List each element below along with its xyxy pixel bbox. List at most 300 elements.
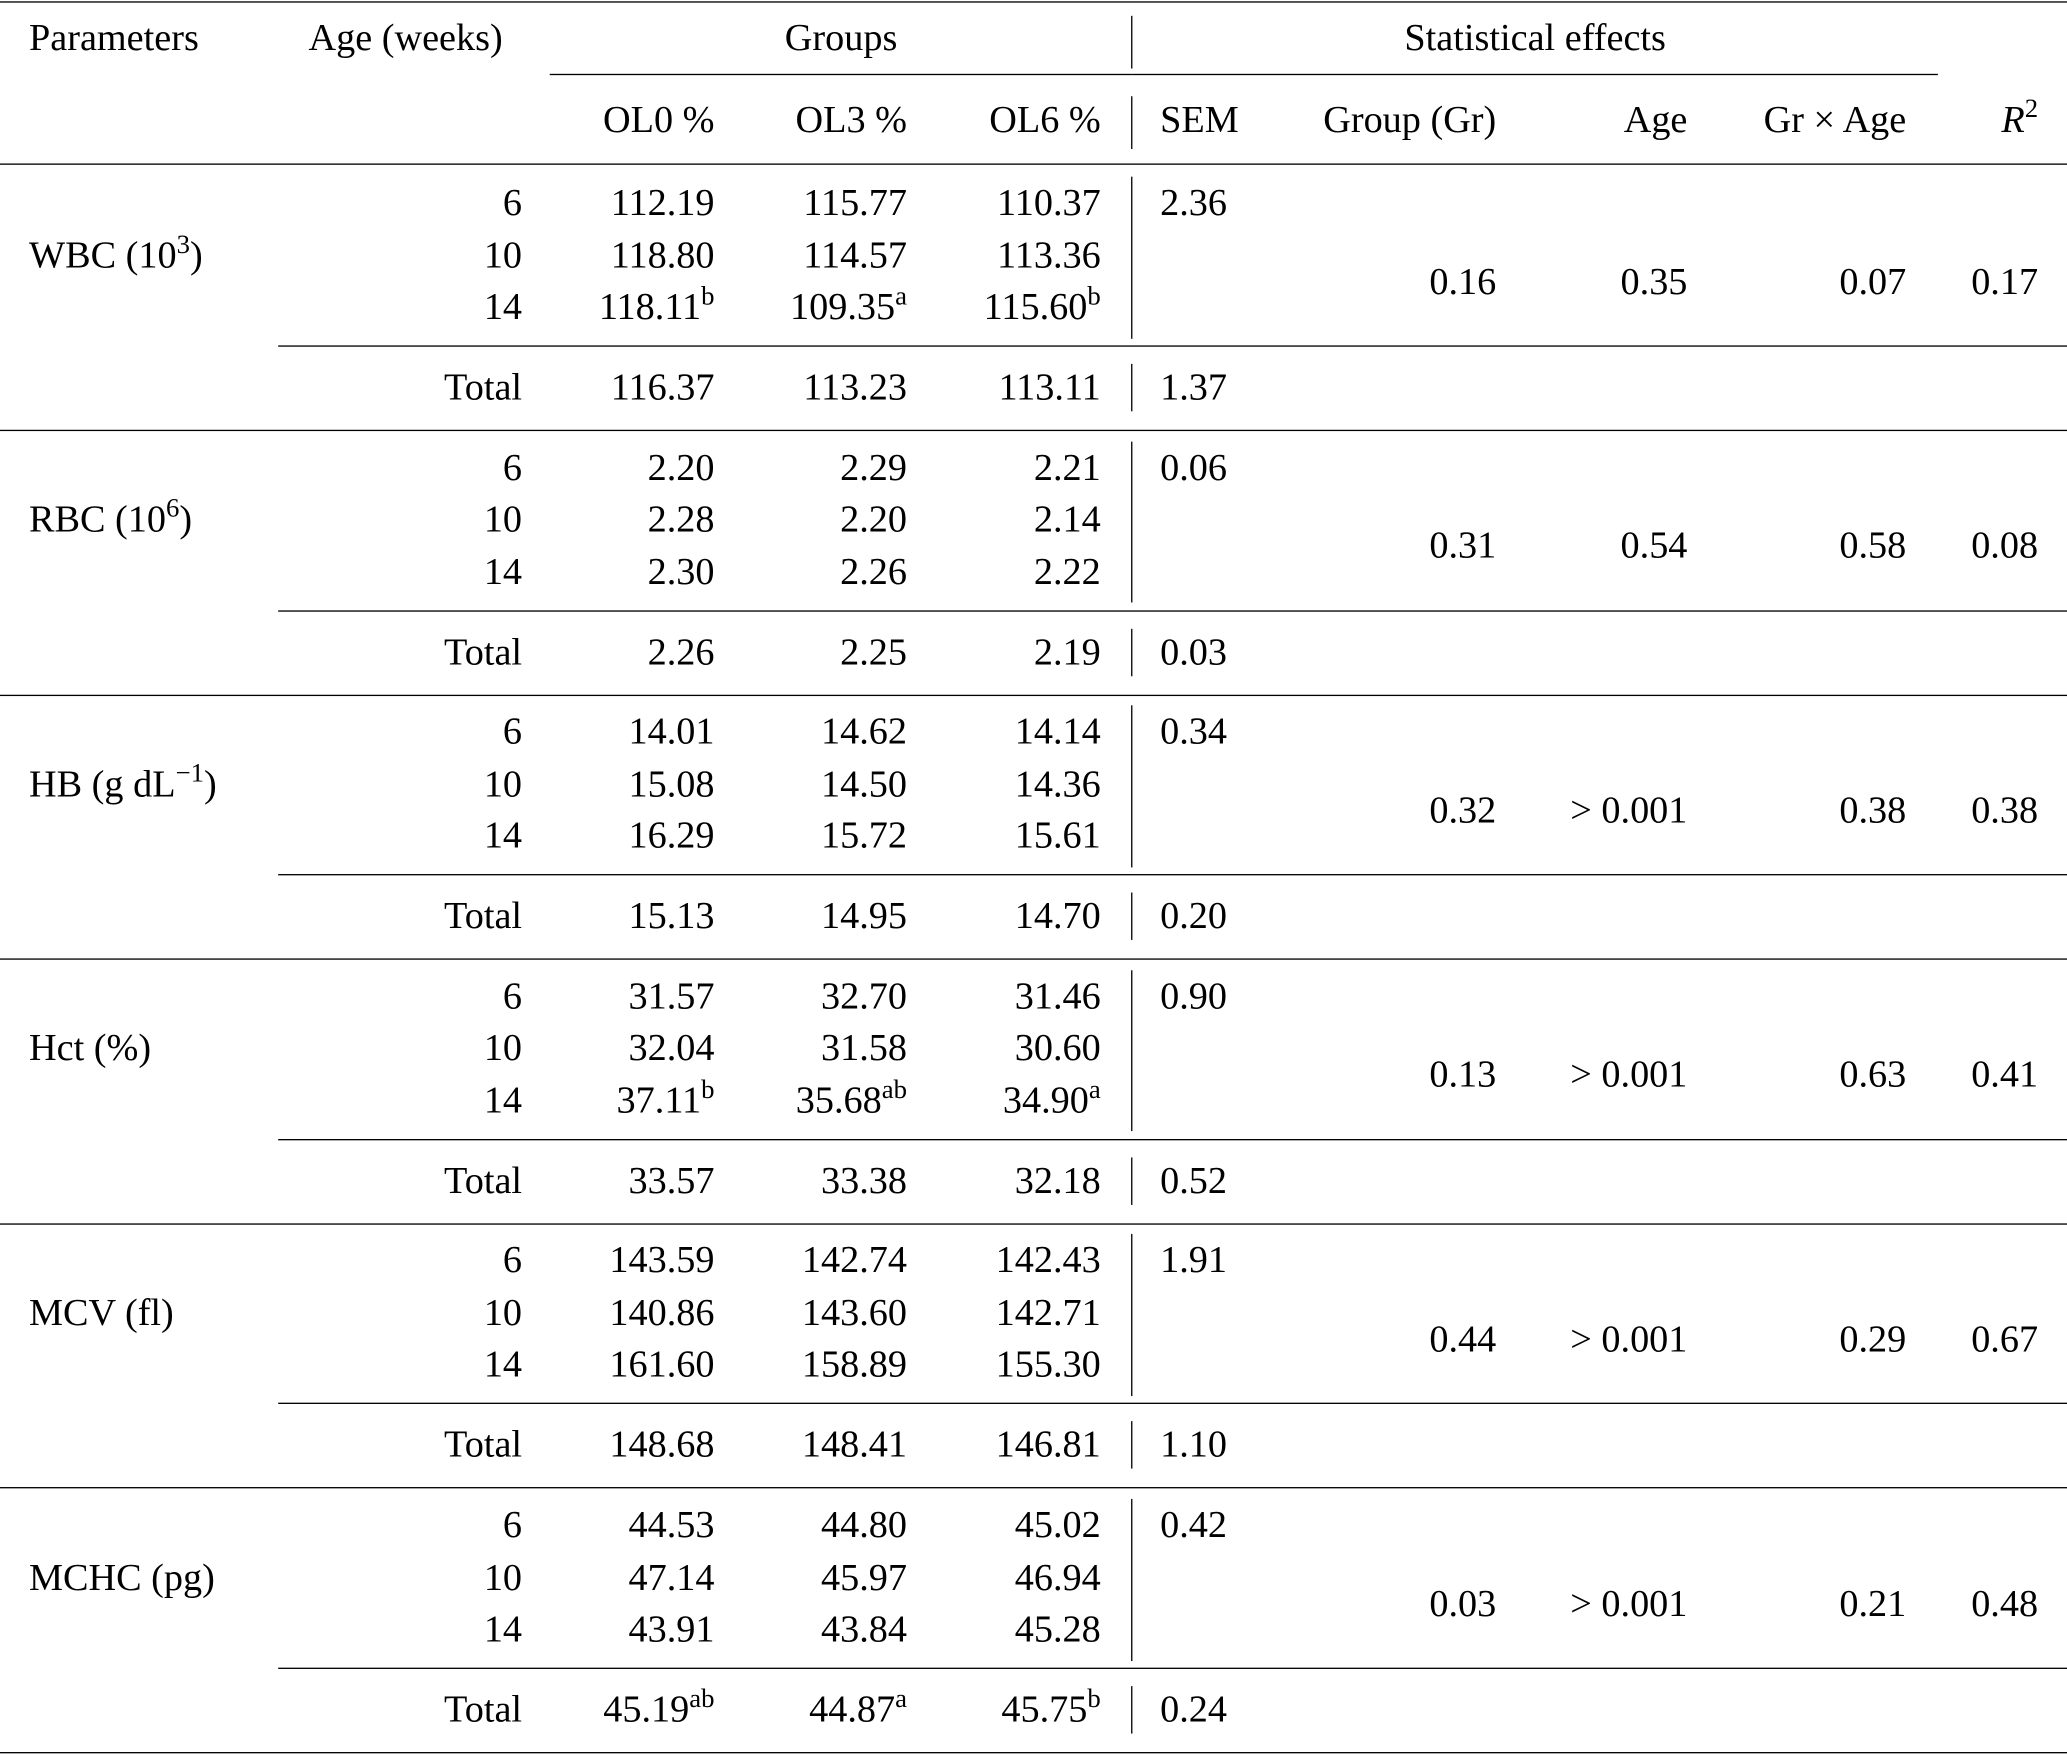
total-separator-rule — [278, 1403, 2067, 1404]
ol3-value-value: 43.84 — [820, 1608, 907, 1651]
total-ol0-value-value: 45.19 — [603, 1688, 690, 1731]
gr-x-age-effect-value — [1709, 524, 1907, 567]
age-effect-value-value: > 0.001 — [1570, 789, 1688, 832]
group-effect-value-value: 0.03 — [1429, 1582, 1497, 1625]
column-divider — [1131, 628, 1132, 675]
age-value-value: 6 — [502, 446, 523, 489]
sem-value-value: 0.42 — [1160, 1504, 1228, 1547]
ol0-value — [530, 1291, 715, 1334]
parameter-unit-close: ) — [204, 762, 217, 806]
age-value-value: 14 — [483, 1608, 523, 1651]
ol6-value-value: 30.60 — [1014, 1027, 1101, 1070]
ol3-value — [722, 710, 907, 753]
total-sem-value — [1160, 895, 1279, 938]
total-label — [345, 1159, 523, 1203]
r-squared-value — [1938, 789, 2039, 832]
column-divider — [1131, 177, 1132, 338]
ol6-value — [916, 814, 1101, 858]
gr-x-age-effect-value — [1709, 1582, 1907, 1625]
parameter-unit-exponent: 6 — [166, 494, 180, 524]
gr-x-age-effect-value-value: 0.29 — [1839, 1318, 1907, 1361]
ol0-value-value: 47.14 — [628, 1556, 715, 1599]
total-label-value: Total — [444, 895, 523, 938]
ol0-value-value: 44.53 — [628, 1504, 715, 1547]
parameter-label — [29, 1027, 152, 1070]
sem-value — [1160, 710, 1279, 753]
age-effect-value — [1516, 789, 1688, 832]
age-value-value: 10 — [483, 233, 523, 277]
total-ol6-value — [916, 366, 1101, 409]
age-effect-value-value: > 0.001 — [1570, 1582, 1688, 1625]
age-value-value: 14 — [483, 1343, 523, 1387]
age-value — [345, 710, 523, 753]
sem-value — [1160, 181, 1279, 225]
ol6-value-value: 2.14 — [1033, 498, 1101, 541]
parameter-unit-exponent: −1 — [175, 758, 205, 788]
age-effect-value-value: 0.35 — [1620, 260, 1688, 303]
gr-x-age-effect-value — [1709, 1053, 1907, 1096]
table-top-rule — [0, 1, 2067, 2]
age-value — [345, 1239, 523, 1282]
ol6-value-value: 110.37 — [997, 181, 1101, 225]
age-effect-value — [1516, 1053, 1688, 1096]
sem-value — [1160, 975, 1279, 1018]
parameter-name: MCV (fl) — [29, 1291, 174, 1334]
ol0-value — [530, 1556, 715, 1599]
r-squared-exponent: 2 — [2024, 94, 2039, 124]
ol0-value-value: 2.30 — [647, 550, 715, 593]
ol0-value — [530, 710, 715, 753]
ol6-value-value: 14.14 — [1014, 710, 1101, 753]
total-ol0-value-value: 116.37 — [610, 366, 715, 409]
ol3-value-value: 14.50 — [820, 762, 907, 806]
total-ol0-value — [530, 366, 715, 409]
block-bottom-rule — [0, 1487, 2067, 1488]
ol0-value — [530, 1027, 715, 1070]
col-header-r-squared — [1938, 94, 2039, 142]
ol0-value — [530, 1504, 715, 1547]
total-label — [345, 630, 523, 674]
ol6-value-value: 2.21 — [1033, 446, 1101, 489]
ol6-value-value: 142.71 — [995, 1291, 1101, 1334]
ol3-value — [722, 814, 907, 858]
ol6-value — [916, 1027, 1101, 1070]
group-effect-value — [1233, 1053, 1497, 1096]
ol0-value-value: 140.86 — [609, 1291, 715, 1334]
significance-superscript: b — [701, 281, 715, 311]
ol3-value — [722, 1343, 907, 1387]
ol3-value — [722, 1504, 907, 1547]
group-effect-value — [1233, 789, 1497, 832]
total-ol3-value-value: 33.38 — [820, 1159, 907, 1203]
total-ol0-value — [530, 1424, 715, 1467]
ol3-value-value: 143.60 — [801, 1291, 907, 1334]
ol0-value-value: 37.11 — [616, 1079, 702, 1122]
gr-x-age-effect-value-value: 0.58 — [1839, 524, 1907, 567]
age-value — [345, 1343, 523, 1387]
parameter-name: HB (g dL — [29, 762, 176, 806]
parameter-label — [29, 229, 203, 277]
col-header-ol0: OL0 % — [603, 98, 715, 142]
ol6-value-value: 2.22 — [1033, 550, 1101, 593]
age-value — [345, 975, 523, 1018]
column-divider — [1131, 1422, 1132, 1469]
column-divider — [1131, 970, 1132, 1131]
parameter-name: RBC (10 — [29, 498, 167, 541]
ol3-value-value: 142.74 — [801, 1239, 907, 1282]
parameter-label — [29, 1556, 215, 1599]
parameter-label — [29, 758, 217, 806]
ol3-value — [722, 446, 907, 489]
ol3-value-value: 44.80 — [820, 1504, 907, 1547]
total-ol3-value-value: 44.87 — [809, 1688, 896, 1731]
group-effect-value-value: 0.31 — [1429, 524, 1497, 567]
col-header-age: Age (weeks) — [308, 17, 503, 60]
ol0-value — [530, 1239, 715, 1282]
ol3-value-value: 35.68 — [795, 1079, 882, 1122]
total-ol0-value — [530, 1684, 715, 1731]
age-value-value: 10 — [483, 1556, 523, 1599]
ol0-value-value: 31.57 — [628, 975, 715, 1018]
parameter-unit-exponent: 3 — [176, 229, 190, 259]
gr-x-age-effect-value — [1709, 1318, 1907, 1361]
age-value — [345, 1608, 523, 1651]
total-ol6-value — [916, 1684, 1101, 1731]
total-separator-rule — [278, 1139, 2067, 1140]
age-value-value: 10 — [483, 498, 523, 541]
total-ol0-value — [530, 630, 715, 674]
significance-superscript: a — [1088, 1075, 1101, 1105]
total-ol6-value-value: 14.70 — [1014, 895, 1101, 938]
age-value — [345, 1027, 523, 1070]
column-divider — [1131, 893, 1132, 940]
ol3-value — [722, 498, 907, 541]
age-effect-value — [1516, 260, 1688, 303]
ol0-value — [530, 1608, 715, 1651]
parameter-label — [29, 1291, 174, 1334]
col-header-ol3: OL3 % — [795, 98, 907, 142]
total-label-value: Total — [444, 1688, 523, 1731]
col-header-gr-x-age: Gr × Age — [1763, 98, 1907, 142]
age-value — [345, 550, 523, 593]
age-value — [345, 233, 523, 277]
ol0-value — [530, 975, 715, 1018]
block-bottom-rule — [0, 695, 2067, 696]
total-ol3-value — [722, 895, 907, 938]
block-bottom-rule — [0, 1223, 2067, 1224]
age-value — [345, 1079, 523, 1122]
total-ol3-value-value: 2.25 — [840, 630, 907, 674]
ol3-value-value: 109.35 — [789, 286, 896, 329]
ol6-value-value: 14.36 — [1014, 762, 1101, 806]
ol6-value — [916, 1608, 1101, 1651]
col-header-statistical-effects: Statistical effects — [1404, 17, 1666, 60]
col-header-groups: Groups — [784, 17, 898, 60]
column-divider — [1131, 706, 1132, 867]
total-sem-value-value: 0.20 — [1160, 895, 1228, 938]
age-value-value: 14 — [483, 814, 523, 858]
ol6-value — [916, 550, 1101, 593]
sem-value-value: 0.06 — [1160, 446, 1228, 489]
ol3-value-value: 14.62 — [820, 710, 907, 753]
ol6-value-value: 115.60 — [983, 286, 1088, 329]
age-value — [345, 762, 523, 806]
total-sem-value — [1160, 630, 1279, 674]
age-value-value: 6 — [502, 1239, 523, 1282]
ol3-value — [722, 762, 907, 806]
total-separator-rule — [278, 610, 2067, 611]
ol6-value — [916, 498, 1101, 541]
total-ol0-value-value: 15.13 — [628, 895, 715, 938]
total-separator-rule — [278, 345, 2067, 346]
sem-value-value: 1.91 — [1160, 1239, 1228, 1282]
gr-x-age-effect-value — [1709, 789, 1907, 832]
ol0-value-value: 16.29 — [628, 814, 715, 858]
age-effect-value-value: > 0.001 — [1570, 1318, 1688, 1361]
total-label-value: Total — [444, 366, 523, 409]
total-ol6-value-value: 2.19 — [1033, 630, 1101, 674]
age-value — [345, 286, 523, 329]
ol0-value-value: 118.80 — [610, 233, 715, 277]
total-ol0-value-value: 148.68 — [609, 1424, 715, 1467]
r-squared-value-value: 0.41 — [1971, 1053, 2039, 1096]
column-divider — [1131, 1499, 1132, 1660]
group-effect-value-value: 0.16 — [1429, 260, 1497, 303]
group-effect-value-value: 0.13 — [1429, 1053, 1497, 1096]
total-ol6-value — [916, 1424, 1101, 1467]
significance-superscript: b — [1087, 1684, 1101, 1714]
ol0-value-value: 143.59 — [609, 1239, 715, 1282]
ol0-value-value: 15.08 — [628, 762, 715, 806]
stats-underline — [1132, 74, 1937, 75]
r-squared-value — [1938, 1053, 2039, 1096]
ol6-value — [916, 762, 1101, 806]
significance-superscript: b — [1087, 281, 1101, 311]
total-label — [345, 895, 523, 938]
header-divider — [1131, 96, 1132, 149]
parameter-label — [29, 494, 193, 541]
age-value — [345, 498, 523, 541]
r-squared-value — [1938, 1318, 2039, 1361]
ol6-value-value: 45.02 — [1014, 1504, 1101, 1547]
ol6-value — [916, 1239, 1101, 1282]
ol3-value — [722, 1608, 907, 1651]
age-effect-value — [1516, 1582, 1688, 1625]
ol3-value-value: 31.58 — [820, 1027, 907, 1070]
sem-value — [1160, 446, 1279, 489]
ol3-value-value: 45.97 — [820, 1556, 907, 1599]
total-label — [345, 366, 523, 409]
ol6-value — [916, 446, 1101, 489]
gr-x-age-effect-value — [1709, 260, 1907, 303]
total-sem-value-value: 1.37 — [1160, 366, 1228, 409]
ol0-value-value: 2.28 — [647, 498, 715, 541]
ol3-value — [722, 975, 907, 1018]
column-divider — [1131, 364, 1132, 411]
age-effect-value-value: > 0.001 — [1570, 1053, 1688, 1096]
ol6-value-value: 46.94 — [1014, 1556, 1101, 1599]
significance-superscript: a — [895, 281, 907, 311]
ol6-value-value: 142.43 — [995, 1239, 1101, 1282]
block-bottom-rule — [0, 958, 2067, 959]
r-squared-value-value: 0.38 — [1971, 789, 2039, 832]
group-effect-value — [1233, 524, 1497, 567]
ol3-value — [722, 1075, 907, 1122]
total-sem-value — [1160, 1159, 1279, 1203]
column-divider — [1131, 1234, 1132, 1395]
r-squared-symbol: R — [2001, 98, 2025, 142]
ol6-value-value: 113.36 — [997, 233, 1101, 277]
ol0-value-value: 14.01 — [628, 710, 715, 753]
age-value-value: 6 — [502, 975, 523, 1018]
age-value-value: 10 — [483, 1291, 523, 1334]
ol0-value — [530, 498, 715, 541]
age-value-value: 14 — [483, 550, 523, 593]
block-bottom-rule — [0, 1752, 2067, 1753]
age-value — [345, 814, 523, 858]
total-ol3-value-value: 113.23 — [803, 366, 907, 409]
total-ol0-value-value: 2.26 — [647, 630, 715, 674]
total-ol0-value — [530, 1159, 715, 1203]
ol6-value — [916, 181, 1101, 225]
total-ol3-value — [722, 1684, 907, 1731]
total-ol6-value — [916, 1159, 1101, 1203]
ol6-value — [916, 1291, 1101, 1334]
total-sem-value-value: 0.03 — [1160, 630, 1228, 674]
age-value-value: 6 — [502, 1504, 523, 1547]
group-effect-value — [1233, 260, 1497, 303]
ol3-value — [722, 281, 907, 329]
sem-value — [1160, 1504, 1279, 1547]
ol3-value — [722, 1291, 907, 1334]
age-value — [345, 446, 523, 489]
sem-value-value: 0.90 — [1160, 975, 1228, 1018]
ol3-value-value: 32.70 — [820, 975, 907, 1018]
total-label — [345, 1424, 523, 1467]
gr-x-age-effect-value-value: 0.63 — [1839, 1053, 1907, 1096]
ol6-value — [916, 975, 1101, 1018]
ol6-value — [916, 1504, 1101, 1547]
column-divider — [1131, 1157, 1132, 1204]
age-value — [345, 1504, 523, 1547]
ol0-value-value: 2.20 — [647, 446, 715, 489]
r-squared-value — [1938, 1582, 2039, 1625]
total-sem-value-value: 0.24 — [1160, 1688, 1228, 1731]
col-header-sem: SEM — [1160, 98, 1239, 142]
age-value — [345, 181, 523, 225]
age-value-value: 6 — [502, 181, 523, 225]
ol3-value-value: 114.57 — [803, 233, 907, 277]
r-squared-value-value: 0.48 — [1971, 1582, 2039, 1625]
sem-value — [1160, 1239, 1279, 1282]
r-squared-value-value: 0.67 — [1971, 1318, 2039, 1361]
group-effect-value-value: 0.32 — [1429, 789, 1497, 832]
ol6-value — [916, 710, 1101, 753]
r-squared-value-value: 0.17 — [1971, 260, 2039, 303]
ol6-value — [916, 1075, 1101, 1122]
ol3-value — [722, 1239, 907, 1282]
column-divider — [1131, 441, 1132, 602]
parameter-name: Hct (%) — [29, 1027, 152, 1070]
gr-x-age-effect-value-value: 0.07 — [1839, 260, 1907, 303]
ol6-value-value: 45.28 — [1014, 1608, 1101, 1651]
age-effect-value — [1516, 1318, 1688, 1361]
total-sem-value — [1160, 366, 1279, 409]
ol0-value — [530, 1343, 715, 1387]
ol0-value — [530, 281, 715, 329]
age-value — [345, 1291, 523, 1334]
total-ol0-value-value: 33.57 — [628, 1159, 715, 1203]
ol0-value — [530, 233, 715, 277]
age-value-value: 10 — [483, 762, 523, 806]
total-sem-value — [1160, 1424, 1279, 1467]
groups-underline — [550, 74, 1133, 75]
parameter-unit-close: ) — [189, 233, 203, 277]
parameter-name: MCHC (pg) — [29, 1556, 215, 1599]
sem-value-value: 2.36 — [1160, 181, 1228, 225]
ol0-value — [530, 1075, 715, 1122]
col-header-ol6: OL6 % — [989, 98, 1101, 142]
ol6-value — [916, 1343, 1101, 1387]
total-ol3-value — [722, 366, 907, 409]
significance-superscript: a — [895, 1684, 907, 1714]
total-separator-rule — [278, 1668, 2067, 1669]
age-value-value: 10 — [483, 1027, 523, 1070]
total-ol6-value-value: 146.81 — [995, 1424, 1101, 1467]
total-separator-rule — [278, 874, 2067, 875]
age-value — [345, 1556, 523, 1599]
total-ol6-value-value: 45.75 — [1001, 1688, 1088, 1731]
col-header-parameters: Parameters — [29, 17, 199, 60]
total-ol6-value-value: 113.11 — [998, 366, 1101, 409]
ol0-value — [530, 550, 715, 593]
sem-value-value: 0.34 — [1160, 710, 1228, 753]
total-label-value: Total — [444, 1424, 523, 1467]
total-ol3-value — [722, 1424, 907, 1467]
total-ol3-value-value: 14.95 — [820, 895, 907, 938]
ol3-value — [722, 550, 907, 593]
col-header-age-effect: Age — [1623, 98, 1688, 142]
parameter-unit-close: ) — [179, 498, 193, 541]
significance-superscript: b — [701, 1075, 715, 1105]
col-header-group-gr: Group (Gr) — [1323, 98, 1497, 142]
total-label-value: Total — [444, 1159, 523, 1203]
r-squared-value-value: 0.08 — [1971, 524, 2039, 567]
ol6-value-value: 31.46 — [1014, 975, 1101, 1018]
ol0-value — [530, 181, 715, 225]
ol3-value — [722, 181, 907, 225]
column-divider — [1131, 1686, 1132, 1733]
ol0-value — [530, 446, 715, 489]
gr-x-age-effect-value-value: 0.21 — [1839, 1582, 1907, 1625]
ol6-value-value: 155.30 — [995, 1343, 1101, 1387]
significance-superscript: ab — [689, 1684, 715, 1714]
r-squared-value — [1938, 524, 2039, 567]
ol6-value-value: 34.90 — [1002, 1079, 1089, 1122]
age-value-value: 6 — [502, 710, 523, 753]
block-bottom-rule — [0, 430, 2067, 431]
header-bottom-rule — [0, 163, 2067, 164]
age-value-value: 14 — [483, 286, 523, 329]
ol6-value — [916, 281, 1101, 329]
total-ol6-value — [916, 895, 1101, 938]
ol0-value-value: 32.04 — [628, 1027, 715, 1070]
total-sem-value-value: 0.52 — [1160, 1159, 1228, 1203]
age-effect-value-value: 0.54 — [1620, 524, 1688, 567]
significance-superscript: ab — [881, 1075, 907, 1105]
total-ol3-value — [722, 1159, 907, 1203]
total-label-value: Total — [444, 630, 523, 674]
